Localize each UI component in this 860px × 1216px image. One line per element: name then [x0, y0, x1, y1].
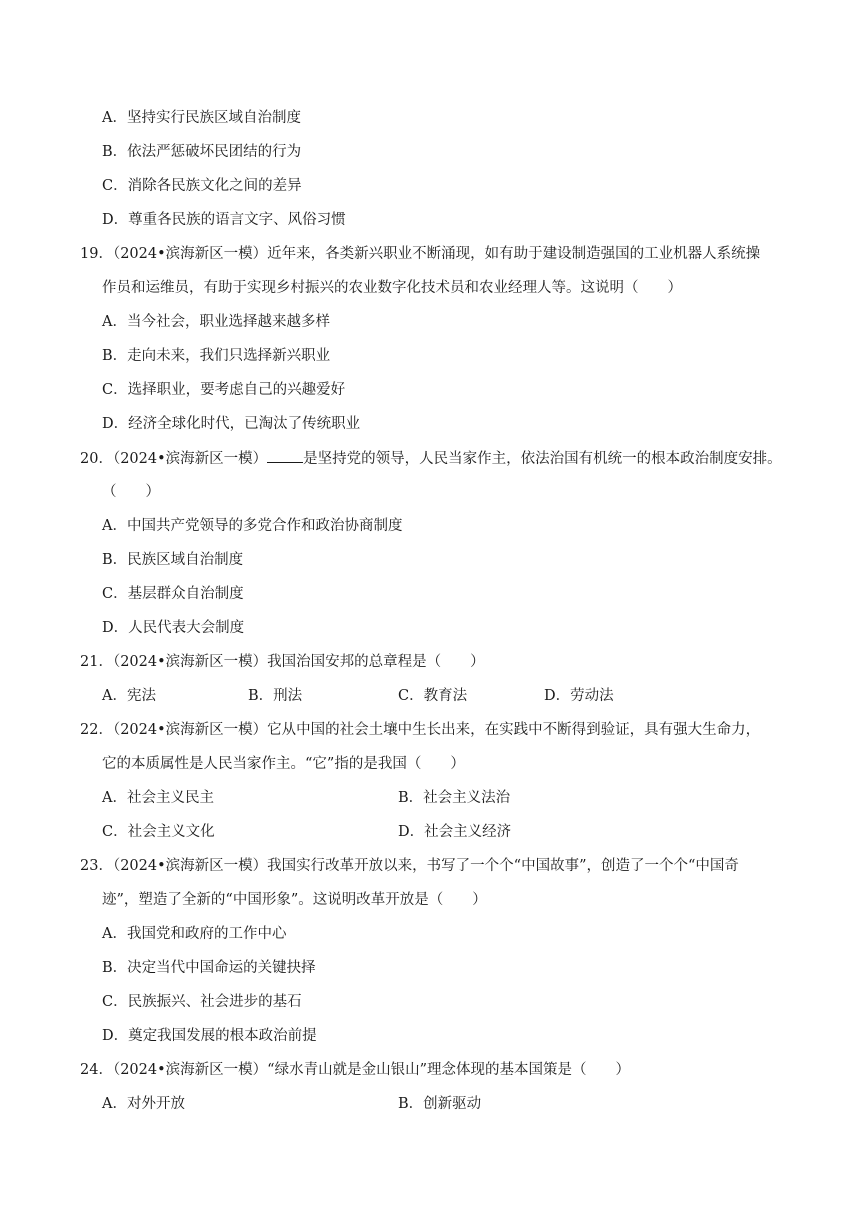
q20-suffix: 是坚持党的领导，人民当家作主，依法治国有机统一的根本政治制度安排。 [303, 451, 782, 467]
q19-stem-line1: 19．（2024•滨海新区一模）近年来，各类新兴职业不断涌现，如有助于建设制造强国的工业机器人系统操 [80, 246, 761, 262]
q20-prefix: 20．（2024•滨海新区一模） [80, 451, 268, 467]
q19-option-c: C．选择职业，要考虑自己的兴趣爱好 [102, 382, 346, 398]
q18-option-a: A．坚持实行民族区域自治制度 [102, 110, 301, 126]
q22-option-b: B．社会主义法治 [398, 790, 511, 806]
q20-option-d: D．人民代表大会制度 [102, 620, 245, 636]
q20-option-a: A．中国共产党领导的多党合作和政治协商制度 [102, 518, 403, 534]
q21-stem: 21．（2024•滨海新区一模）我国治国安邦的总章程是（ ） [80, 654, 485, 670]
answer-blank [267, 448, 303, 463]
q24-option-b: B．创新驱动 [398, 1096, 482, 1112]
q24-option-a: A．对外开放 [102, 1096, 185, 1112]
q23-option-a: A．我国党和政府的工作中心 [102, 926, 287, 942]
q23-option-d: D．奠定我国发展的根本政治前提 [102, 1028, 317, 1044]
q22-stem-line1: 22．（2024•滨海新区一模）它从中国的社会土壤中生长出来，在实践中不断得到验证，具有强大生命力， [80, 722, 761, 738]
q20-stem-line2: （ ） [102, 484, 160, 500]
q20-stem-line1 [80, 448, 782, 469]
q21-option-b: B．刑法 [248, 688, 303, 704]
q23-stem-line2: 迹”，塑造了全新的“中国形象”。这说明改革开放是（ ） [102, 892, 487, 908]
q22-option-a: A．社会主义民主 [102, 790, 214, 806]
q19-option-b: B．走向未来，我们只选择新兴职业 [102, 348, 331, 364]
q23-option-b: B．决定当代中国命运的关键抉择 [102, 960, 316, 976]
q18-option-b: B．依法严惩破坏民团结的行为 [102, 144, 302, 160]
q21-option-d: D．劳动法 [544, 688, 614, 704]
q22-option-c: C．社会主义文化 [102, 824, 215, 840]
q22-stem-line2: 它的本质属性是人民当家作主。“它”指的是我国（ ） [102, 756, 465, 772]
q20-option-b: B．民族区域自治制度 [102, 552, 244, 568]
q19-option-a: A．当今社会，职业选择越来越多样 [102, 314, 330, 330]
q21-option-c: C．教育法 [398, 688, 468, 704]
q18-option-d: D．尊重各民族的语言文字、风俗习惯 [102, 212, 346, 228]
q18-option-c: C．消除各民族文化之间的差异 [102, 178, 302, 194]
q22-option-d: D．社会主义经济 [398, 824, 512, 840]
q24-stem: 24．（2024•滨海新区一模）“绿水青山就是金山银山”理念体现的基本国策是（ ） [80, 1062, 630, 1078]
q23-stem-line1: 23．（2024•滨海新区一模）我国实行改革开放以来，书写了一个个“中国故事”，创造了一个个“中国奇 [80, 858, 739, 874]
q20-option-c: C．基层群众自治制度 [102, 586, 244, 602]
q19-option-d: D．经济全球化时代，已淘汰了传统职业 [102, 416, 361, 432]
q19-stem-line2: 作员和运维员，有助于实现乡村振兴的农业数字化技术员和农业经理人等。这说明（ ） [102, 280, 682, 296]
q21-option-a: A．宪法 [102, 688, 156, 704]
q23-option-c: C．民族振兴、社会进步的基石 [102, 994, 302, 1010]
